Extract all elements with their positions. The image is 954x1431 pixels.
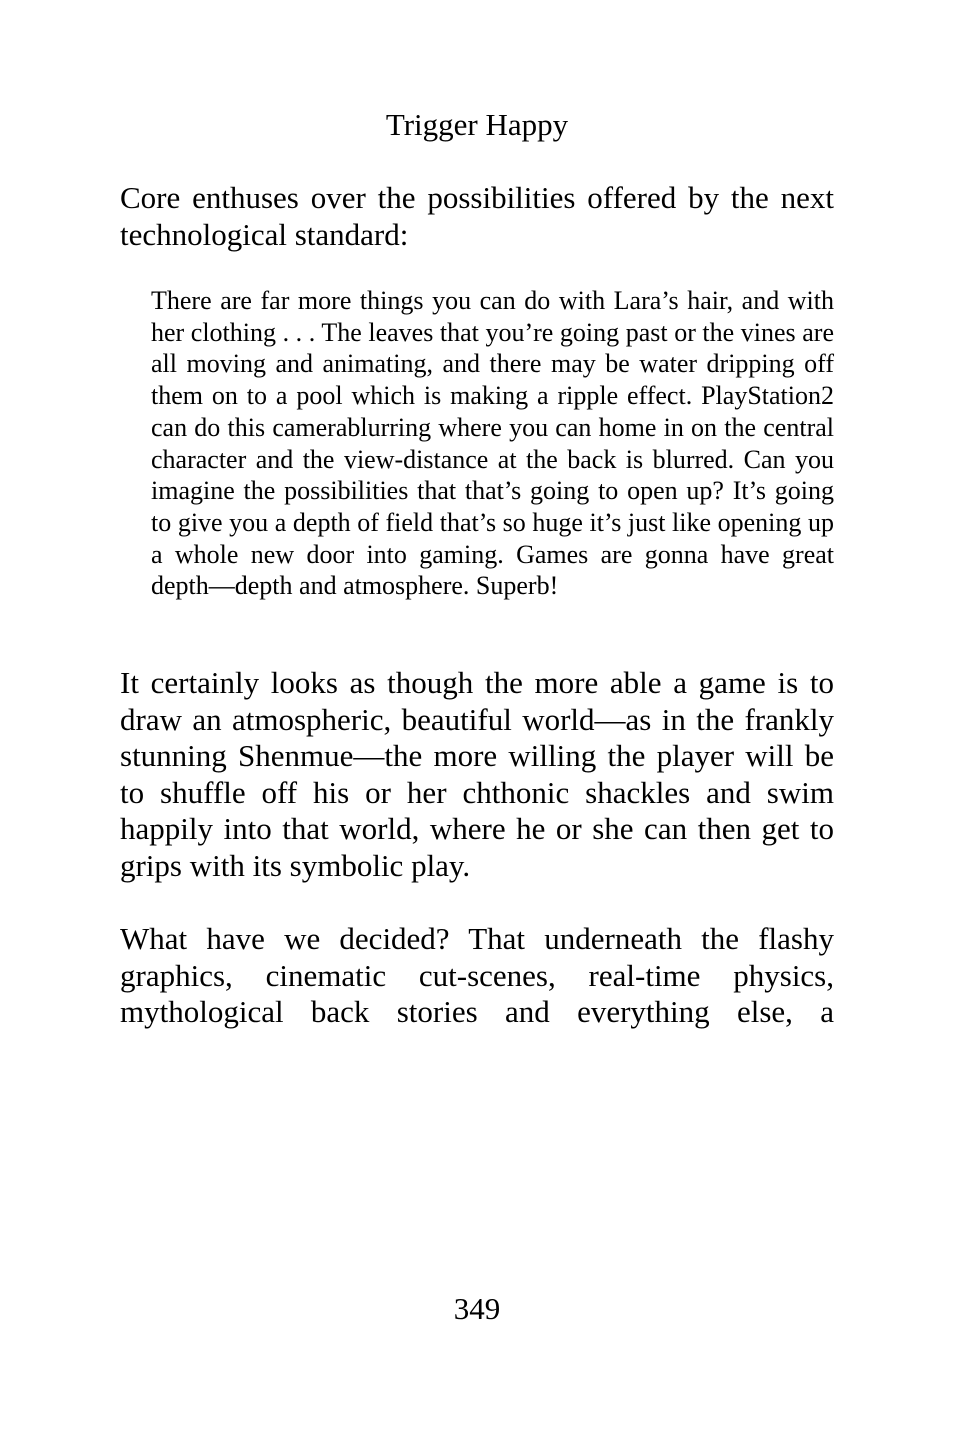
body-paragraph-2: It certainly looks as though the more able a game is to draw an atmospheric, beautiful world—as in the frankly stunning Shenmue—the more willing the player will be to shuffle off his or her chthonic shackles and swim happily into that world, where he or she can then get to grips with its symbolic play. xyxy=(120,665,834,883)
running-head: Trigger Happy xyxy=(385,107,569,142)
block-quote: There are far more things you can do with Lara’s hair, and with her clothing . . . The leaves that you’re going past or the vines are all moving and animating, and there may be water dripping off them on to a pool which is making a ripple effect. PlayStation2 can do this camerablurring where you can home in on the central character and the view-distance at the back is blurred. Can you imagine the possibilities that that’s going to open up? It’s going to give you a depth of field that’s so huge it’s just like opening up a whole new door into gaming. Games are gonna have great depth—depth and atmosphere. Superb! xyxy=(151,286,834,601)
page-number: 349 xyxy=(453,1291,501,1326)
intro-paragraph: Core enthuses over the possibilities offered by the next technological standard: xyxy=(120,180,834,252)
body-paragraph-3: What have we decided? That underneath the flashy graphics, cinematic cut-scenes, real-time physics, mythological back stories and everything else, a xyxy=(120,921,834,1029)
